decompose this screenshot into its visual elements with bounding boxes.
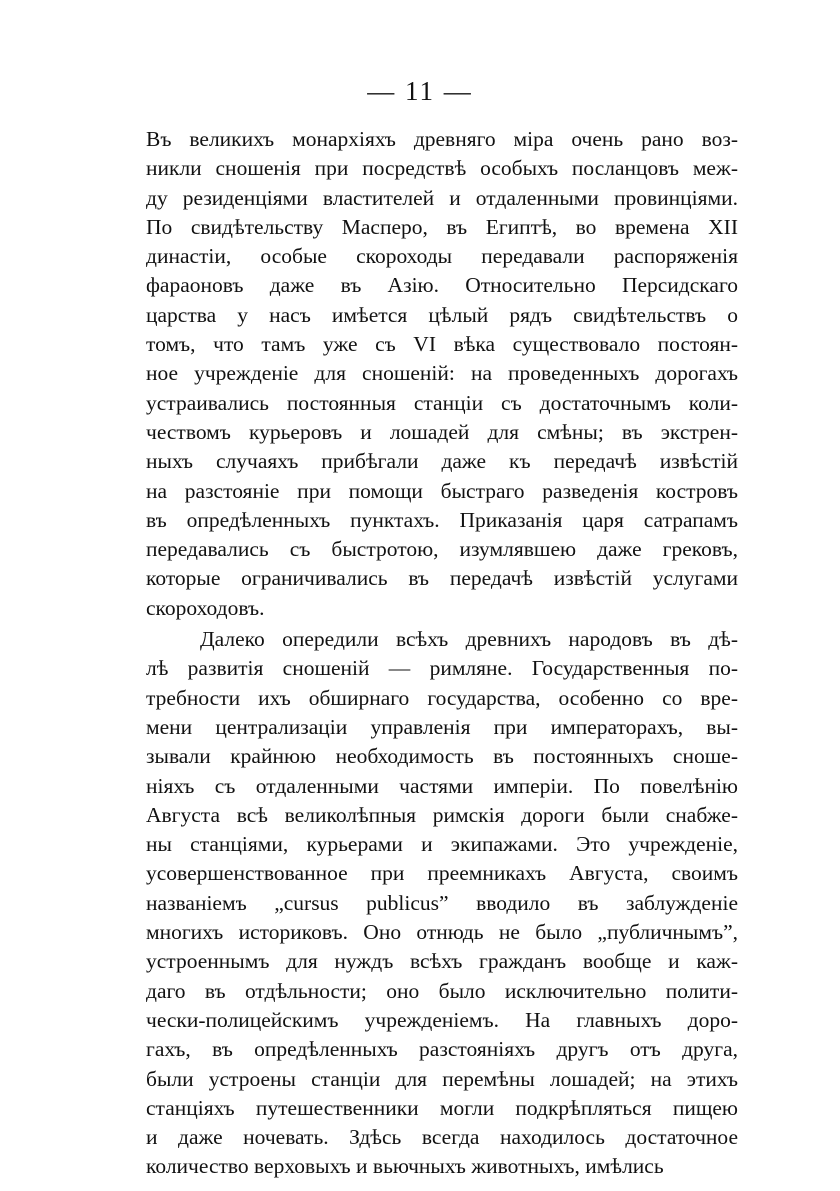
- text-line: чески-полицейскимъ учрежденіемъ. На главныхъ доро-: [146, 1007, 738, 1032]
- text-line: Далеко опередили всѣхъ древнихъ народовъ въ дѣ-: [200, 627, 738, 652]
- text-line: фараоновъ даже въ Азію. Относительно Персидскаго: [146, 273, 738, 298]
- text-line: передавались съ быстротою, изумлявшею даже грековъ,: [146, 537, 738, 562]
- text-line: ное учрежденіе для сношеній: на проведенныхъ дорогахъ: [146, 361, 738, 386]
- text-line: Въ великихъ монархіяхъ древняго міра очень рано воз-: [146, 127, 738, 151]
- text-line: династіи, особые скороходы передавали распоряженія: [146, 244, 738, 269]
- body-text: [146, 125, 738, 1182]
- text-line: томъ, что тамъ уже съ VI вѣка существовало постоян-: [146, 332, 738, 357]
- text-line: скороходовъ.: [146, 595, 265, 620]
- text-line: ныхъ случаяхъ прибѣгали даже къ передачѣ извѣстій: [146, 449, 738, 474]
- text-line: названіемъ „cursus publicus” вводило въ заблужденіе: [146, 890, 738, 915]
- paragraph: [146, 125, 738, 623]
- text-line: въ опредѣленныхъ пунктахъ. Приказанія царя сатрапамъ: [146, 507, 738, 532]
- text-line: никли сношенія при посредствѣ особыхъ посланцовъ меж-: [146, 156, 738, 181]
- text-line: требности ихъ обширнаго государства, особенно со вре-: [146, 685, 738, 710]
- text-line: устроеннымъ для нуждъ всѣхъ гражданъ вообще и каж-: [146, 949, 738, 974]
- text-line: По свидѣтельству Масперо, въ Египтѣ, во времена XII: [146, 214, 738, 239]
- text-line: ду резиденціями властителей и отдаленными провинціями.: [146, 185, 738, 210]
- text-line: станціяхъ путешественники могли подкрѣпляться пищею: [146, 1095, 738, 1120]
- text-line: царства у насъ имѣется цѣлый рядъ свидѣтельствъ о: [146, 302, 738, 327]
- text-line: на разстояніе при помощи быстраго разведенія костровъ: [146, 478, 738, 503]
- page-number: — 11 —: [367, 76, 473, 106]
- text-line: чествомъ курьеровъ и лошадей для смѣны; въ экстрен-: [146, 419, 738, 444]
- text-line: зывали крайнюю необходимость въ постоянныхъ сноше-: [146, 744, 738, 769]
- text-line: многихъ историковъ. Оно отнюдь не было „публичнымъ”,: [146, 920, 738, 945]
- text-line: даго въ отдѣльности; оно было исключительно полити-: [146, 978, 738, 1003]
- text-line: которые ограничивались въ передачѣ извѣстій услугами: [146, 566, 738, 591]
- text-line: устраивались постоянныя станціи съ достаточнымъ коли-: [146, 390, 738, 415]
- text-line: Августа всѣ великолѣпныя римскія дороги были снабже-: [146, 802, 738, 827]
- text-line: мени централизаціи управленія при императорахъ, вы-: [146, 714, 738, 739]
- text-line: ны станціями, курьерами и экипажами. Это учрежденіе,: [146, 832, 738, 857]
- text-line: ніяхъ съ отдаленными частями имперіи. По повелѣнію: [146, 773, 738, 798]
- text-line: усовершенствованное при преемникахъ Августа, своимъ: [146, 861, 738, 886]
- text-line: количество верховыхъ и вьючныхъ животныхъ, имѣлись: [146, 1154, 664, 1179]
- paragraph: [146, 625, 738, 1182]
- text-line: лѣ развитія сношеній — римляне. Государственныя по-: [146, 656, 738, 681]
- text-line: гахъ, въ опредѣленныхъ разстояніяхъ другъ отъ друга,: [146, 1037, 738, 1062]
- text-line: и даже ночевать. Здѣсь всегда находилось достаточное: [146, 1125, 738, 1150]
- text-line: были устроены станціи для перемѣны лошадей; на этихъ: [146, 1066, 738, 1091]
